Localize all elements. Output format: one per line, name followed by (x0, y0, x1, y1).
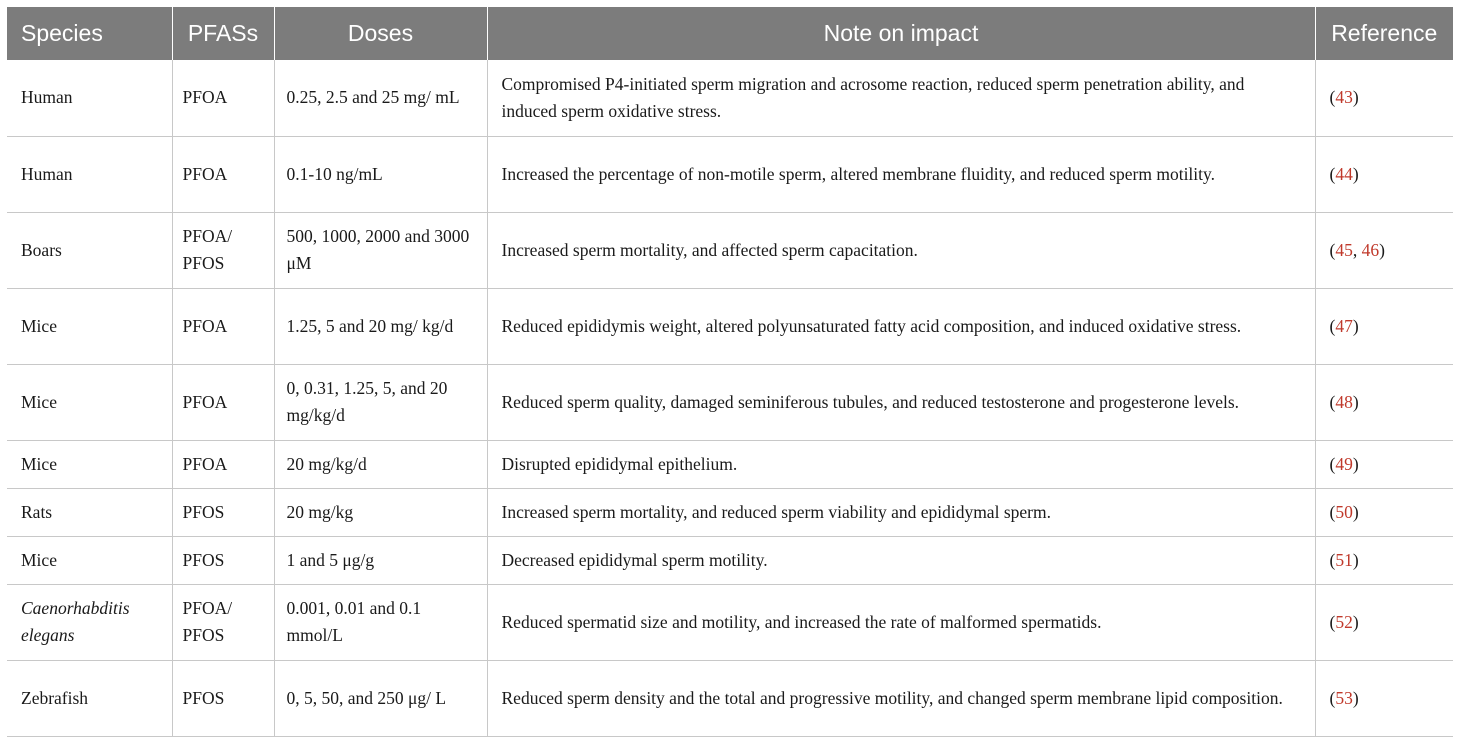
cell-reference (1315, 536, 1453, 584)
cell-note: Increased sperm mortality, and affected sperm capacitation. (487, 212, 1315, 288)
ref-close-paren: ) (1352, 87, 1359, 108)
table-row (7, 440, 1453, 488)
table-row (7, 488, 1453, 536)
ref-close-paren: ) (1352, 453, 1359, 474)
cell-species: Mice (7, 288, 172, 364)
header-row (7, 7, 1453, 60)
cell-species: Boars (7, 212, 172, 288)
cell-pfass: PFOA (172, 440, 274, 488)
table-row (7, 584, 1453, 660)
reference-link[interactable]: 49 (1335, 453, 1353, 474)
cell-reference (1315, 288, 1453, 364)
cell-reference (1315, 660, 1453, 736)
cell-reference (1315, 60, 1453, 136)
reference-link[interactable]: 43 (1335, 87, 1353, 108)
ref-close-paren: ) (1352, 163, 1359, 184)
cell-doses: 1 and 5 μg/g (274, 536, 487, 584)
header-reference: Reference (1315, 7, 1453, 60)
pfas-table-container (7, 7, 1453, 737)
table-row (7, 136, 1453, 212)
table-row (7, 212, 1453, 288)
header-species: Species (7, 7, 172, 60)
ref-open-paren: ( (1329, 239, 1336, 260)
reference-link[interactable]: 53 (1335, 687, 1353, 708)
ref-close-paren: ) (1352, 391, 1359, 412)
pfas-sperm-impact-table (7, 7, 1453, 737)
cell-pfass: PFOA/ PFOS (172, 212, 274, 288)
reference-link[interactable]: 48 (1335, 391, 1353, 412)
cell-pfass: PFOA (172, 364, 274, 440)
cell-note: Disrupted epididymal epithelium. (487, 440, 1315, 488)
cell-note: Reduced epididymis weight, altered polyunsaturated fatty acid composition, and induced oxidative stress. (487, 288, 1315, 364)
cell-note: Compromised P4-initiated sperm migration and acrosome reaction, reduced sperm penetration ability, and induced sperm oxidative stress. (487, 60, 1315, 136)
ref-close-paren: ) (1352, 687, 1359, 708)
reference-link[interactable]: 52 (1335, 611, 1353, 632)
ref-open-paren: ( (1329, 501, 1336, 522)
cell-note: Reduced sperm density and the total and progressive motility, and changed sperm membrane lipid composition. (487, 660, 1315, 736)
ref-separator: , (1352, 239, 1362, 260)
cell-pfass: PFOA (172, 60, 274, 136)
header-doses: Doses (274, 7, 487, 60)
table-row (7, 536, 1453, 584)
cell-species: Human (7, 136, 172, 212)
ref-open-paren: ( (1329, 549, 1336, 570)
cell-reference (1315, 136, 1453, 212)
cell-reference (1315, 364, 1453, 440)
cell-doses: 0.001, 0.01 and 0.1 mmol/L (274, 584, 487, 660)
cell-doses: 1.25, 5 and 20 mg/ kg/d (274, 288, 487, 364)
ref-close-paren: ) (1352, 501, 1359, 522)
cell-pfass: PFOA (172, 288, 274, 364)
cell-reference (1315, 212, 1453, 288)
table-row (7, 60, 1453, 136)
table-header (7, 7, 1453, 60)
cell-species: Zebrafish (7, 660, 172, 736)
cell-pfass: PFOS (172, 660, 274, 736)
cell-note: Reduced spermatid size and motility, and increased the rate of malformed spermatids. (487, 584, 1315, 660)
cell-doses: 0, 0.31, 1.25, 5, and 20 mg/kg/d (274, 364, 487, 440)
header-note: Note on impact (487, 7, 1315, 60)
cell-species: Mice (7, 364, 172, 440)
ref-open-paren: ( (1329, 611, 1336, 632)
reference-link[interactable]: 47 (1335, 315, 1353, 336)
ref-open-paren: ( (1329, 163, 1336, 184)
ref-close-paren: ) (1352, 611, 1359, 632)
ref-close-paren: ) (1379, 239, 1385, 260)
cell-note: Increased the percentage of non-motile sperm, altered membrane fluidity, and reduced sperm motility. (487, 136, 1315, 212)
cell-pfass: PFOA (172, 136, 274, 212)
cell-reference (1315, 584, 1453, 660)
cell-doses: 20 mg/kg (274, 488, 487, 536)
table-row (7, 660, 1453, 736)
ref-open-paren: ( (1329, 687, 1336, 708)
cell-species: Mice (7, 536, 172, 584)
table-row (7, 288, 1453, 364)
cell-note: Increased sperm mortality, and reduced sperm viability and epididymal sperm. (487, 488, 1315, 536)
header-pfass: PFASs (172, 7, 274, 60)
cell-pfass: PFOA/ PFOS (172, 584, 274, 660)
reference-link[interactable]: 46 (1361, 239, 1380, 260)
cell-doses: 500, 1000, 2000 and 3000 μM (274, 212, 487, 288)
ref-open-paren: ( (1329, 87, 1336, 108)
cell-species: Human (7, 60, 172, 136)
cell-note: Decreased epididymal sperm motility. (487, 536, 1315, 584)
cell-species: Rats (7, 488, 172, 536)
reference-link[interactable]: 44 (1335, 163, 1353, 184)
cell-doses: 0.1-10 ng/mL (274, 136, 487, 212)
cell-pfass: PFOS (172, 488, 274, 536)
cell-doses: 0, 5, 50, and 250 μg/ L (274, 660, 487, 736)
ref-open-paren: ( (1329, 453, 1336, 474)
ref-close-paren: ) (1352, 549, 1359, 570)
ref-open-paren: ( (1329, 391, 1336, 412)
cell-doses: 0.25, 2.5 and 25 mg/ mL (274, 60, 487, 136)
cell-species: Caenorhabditis elegans (7, 584, 172, 660)
cell-doses: 20 mg/kg/d (274, 440, 487, 488)
table-row (7, 364, 1453, 440)
reference-link[interactable]: 45 (1335, 239, 1353, 260)
cell-species: Mice (7, 440, 172, 488)
cell-pfass: PFOS (172, 536, 274, 584)
cell-note: Reduced sperm quality, damaged seminiferous tubules, and reduced testosterone and progesterone levels. (487, 364, 1315, 440)
cell-reference (1315, 488, 1453, 536)
cell-reference (1315, 440, 1453, 488)
reference-link[interactable]: 50 (1335, 501, 1353, 522)
ref-close-paren: ) (1352, 315, 1359, 336)
table-body (7, 60, 1453, 736)
reference-link[interactable]: 51 (1335, 549, 1353, 570)
ref-open-paren: ( (1329, 315, 1336, 336)
